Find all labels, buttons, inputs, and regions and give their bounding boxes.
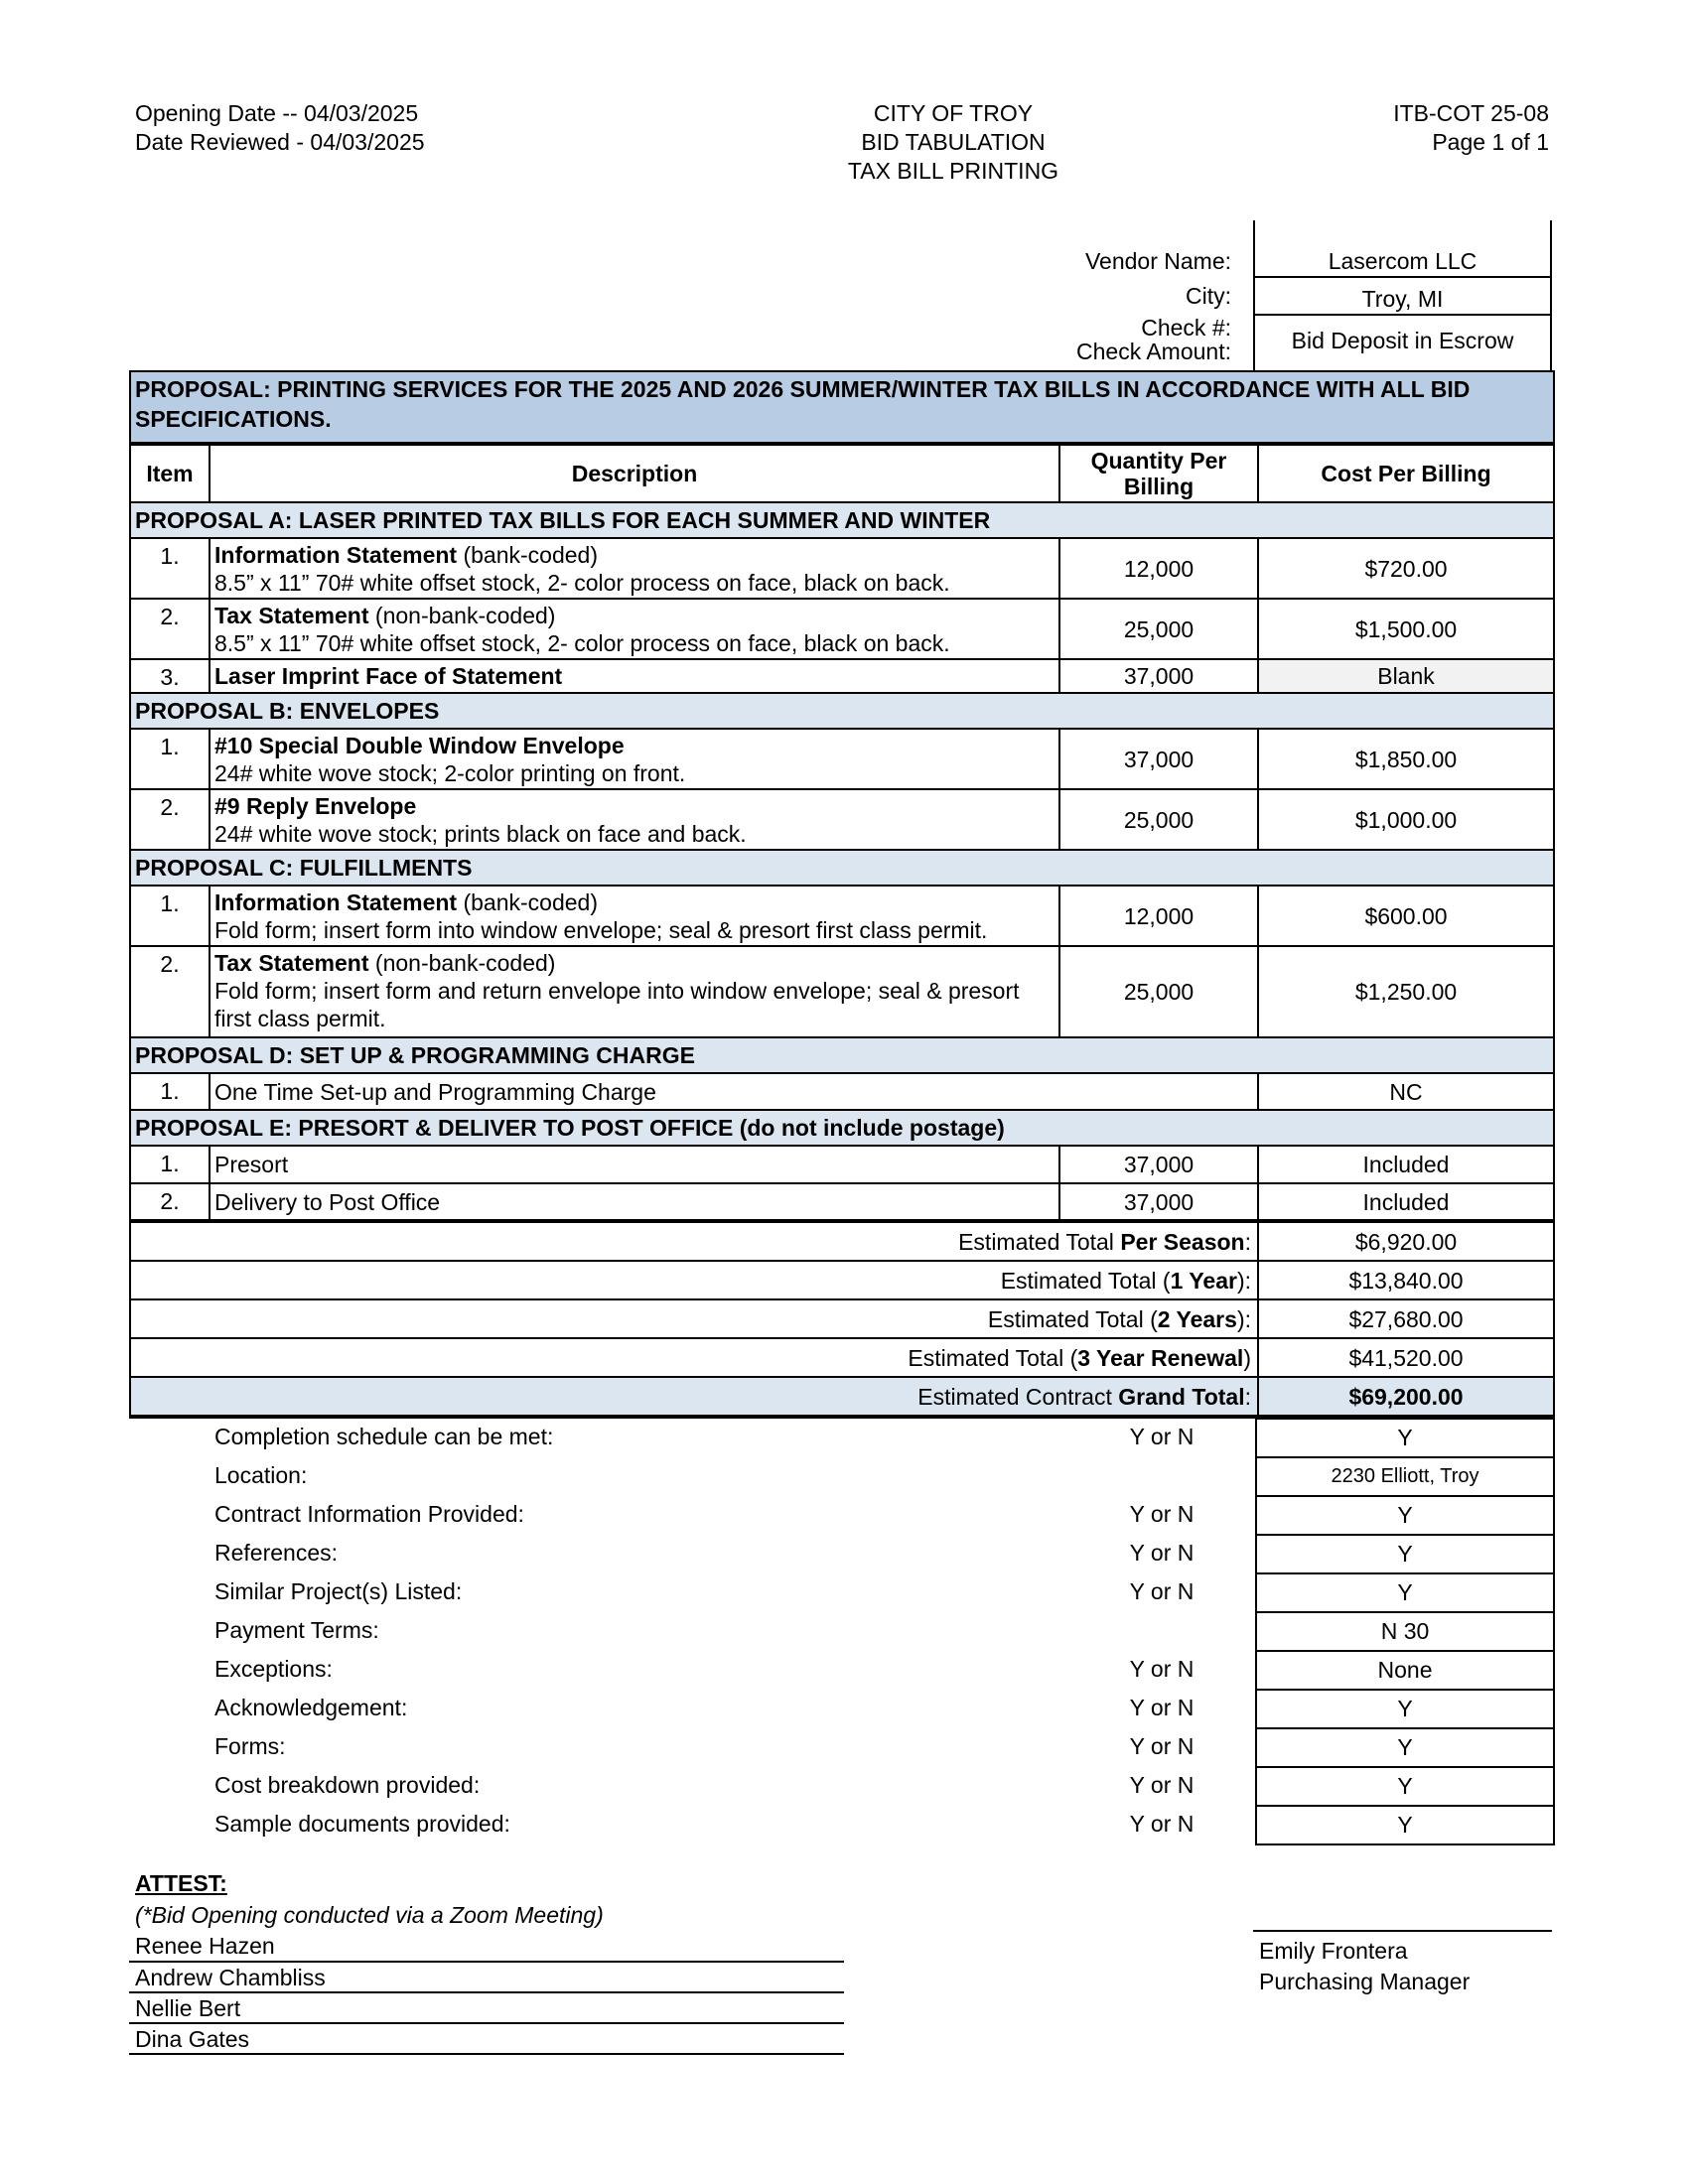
item-cost: $1,250.00 <box>1258 946 1554 1037</box>
city-name: CITY OF TROY <box>873 100 1034 126</box>
vendor-check-labels <box>894 316 1231 363</box>
item-number: 2. <box>130 1183 210 1221</box>
total-label <box>130 1261 1258 1299</box>
total-label-text: Estimated Total ( <box>1000 1267 1171 1294</box>
attest-name: Andrew Chambliss <box>129 1963 844 1993</box>
total-label-emphasis: Per Season <box>1120 1228 1245 1255</box>
table-row <box>130 789 1554 850</box>
item-cost: $1,000.00 <box>1258 789 1554 850</box>
total-row <box>130 1261 1554 1299</box>
evaluation-yn: Y or N <box>1129 1501 1195 1527</box>
total-value: $6,920.00 <box>1258 1221 1554 1261</box>
evaluation-value: N 30 <box>1255 1611 1555 1652</box>
item-cost: $600.00 <box>1258 886 1554 946</box>
item-qualifier: (bank-coded) <box>457 889 598 915</box>
total-label-text: Estimated Total <box>958 1228 1121 1255</box>
item-description <box>210 599 1059 659</box>
item-qualifier: (non-bank-coded) <box>368 603 556 628</box>
attest-name: Dina Gates <box>129 2024 844 2055</box>
item-quantity: 12,000 <box>1059 538 1258 599</box>
evaluation-value: Y <box>1255 1572 1555 1613</box>
total-label-suffix: : <box>1244 1383 1251 1410</box>
evaluation-yn: Y or N <box>1129 1772 1195 1798</box>
item-cost: $720.00 <box>1258 538 1554 599</box>
column-headers <box>130 444 1554 502</box>
evaluation-yn: Y or N <box>1129 1578 1195 1604</box>
total-label <box>130 1299 1258 1338</box>
attest-name: Nellie Bert <box>129 1993 844 2024</box>
section-header <box>130 502 1554 538</box>
item-quantity: 25,000 <box>1059 789 1258 850</box>
table-row <box>130 946 1554 1037</box>
total-value: $27,680.00 <box>1258 1299 1554 1338</box>
vendor-divider <box>1253 276 1552 278</box>
evaluation-label: Acknowledgement: <box>214 1695 408 1720</box>
evaluation-label: Exceptions: <box>214 1656 333 1682</box>
vendor-name-label: Vendor Name: <box>1084 248 1231 274</box>
section-title: PROPOSAL C: FULFILLMENTS <box>130 850 1554 886</box>
evaluation-row <box>0 1689 1688 1727</box>
evaluation-label: Contract Information Provided: <box>214 1501 524 1527</box>
grand-total-value: $69,200.00 <box>1258 1377 1554 1417</box>
total-label-suffix: ): <box>1236 1267 1251 1294</box>
table-row <box>130 599 1554 659</box>
item-name: #10 Special Double Window Envelope <box>214 733 625 758</box>
item-cost: NC <box>1258 1073 1554 1110</box>
section-title: PROPOSAL E: PRESORT & DELIVER TO POST OFFICE (do not include postage) <box>130 1110 1554 1146</box>
signature-line <box>1253 1930 1552 1932</box>
evaluation-value: 2230 Elliott, Troy <box>1255 1456 1555 1497</box>
total-label-text: Estimated Total ( <box>908 1344 1078 1371</box>
item-number: 2. <box>130 599 210 659</box>
total-value: $41,520.00 <box>1258 1338 1554 1377</box>
evaluation-row <box>0 1805 1688 1843</box>
vendor-name: Lasercom LLC <box>1328 248 1477 274</box>
signature-block <box>1259 1936 1470 1997</box>
item-detail: 8.5” x 11” 70# white offset stock, 2- color process on face, black on back. <box>214 630 950 656</box>
grand-total-row <box>130 1377 1554 1417</box>
total-label-emphasis: 1 Year <box>1170 1267 1237 1294</box>
table-row <box>130 538 1554 599</box>
total-label <box>130 1377 1258 1417</box>
evaluation-label: References: <box>214 1540 339 1566</box>
date-reviewed: Date Reviewed - 04/03/2025 <box>135 129 425 155</box>
item-number: 3. <box>130 659 210 693</box>
vendor-city: Troy, MI <box>1361 286 1444 312</box>
total-row <box>130 1299 1554 1338</box>
signer-name: Emily Frontera <box>1259 1938 1408 1964</box>
item-cost: $1,500.00 <box>1258 599 1554 659</box>
item-quantity: 25,000 <box>1059 599 1258 659</box>
table-row <box>130 1146 1554 1183</box>
item-quantity: 37,000 <box>1059 1183 1258 1221</box>
evaluation-yn: Y or N <box>1129 1695 1195 1720</box>
total-label-suffix: ) <box>1243 1344 1251 1371</box>
evaluation-value: Y <box>1255 1689 1555 1729</box>
vendor-city-label: City: <box>1186 283 1231 309</box>
item-cost: Blank <box>1258 659 1554 693</box>
item-cost: Included <box>1258 1146 1554 1183</box>
item-description <box>210 789 1059 850</box>
section-title: PROPOSAL D: SET UP & PROGRAMMING CHARGE <box>130 1037 1554 1073</box>
evaluation-yn: Y or N <box>1129 1656 1195 1682</box>
signer-title: Purchasing Manager <box>1259 1969 1471 1994</box>
item-name: Information Statement <box>214 542 458 568</box>
attest-name: Renee Hazen <box>129 1932 844 1963</box>
item-cost: $1,850.00 <box>1258 729 1554 789</box>
total-label-suffix: ): <box>1236 1305 1251 1332</box>
item-description: Delivery to Post Office <box>210 1183 1059 1221</box>
item-description <box>210 659 1059 693</box>
section-header <box>130 693 1554 729</box>
item-number: 1. <box>130 729 210 789</box>
total-row <box>130 1338 1554 1377</box>
item-quantity: 37,000 <box>1059 729 1258 789</box>
item-qualifier: (non-bank-coded) <box>368 950 556 976</box>
item-description <box>210 729 1059 789</box>
evaluation-row <box>0 1611 1688 1650</box>
item-quantity: 25,000 <box>1059 946 1258 1037</box>
evaluation-value: Y <box>1255 1418 1555 1458</box>
item-name: Tax Statement <box>214 950 369 976</box>
evaluation-row <box>0 1572 1688 1611</box>
item-number: 1. <box>130 1146 210 1183</box>
item-name: Laser Imprint Face of Statement <box>214 663 563 689</box>
item-description <box>210 886 1059 946</box>
total-row <box>130 1221 1554 1261</box>
item-detail: 24# white wove stock; 2-color printing on front. <box>214 760 686 786</box>
header-left <box>135 99 425 157</box>
itb-number: ITB-COT 25-08 <box>1393 100 1549 126</box>
item-number: 2. <box>130 946 210 1037</box>
header-right <box>1251 99 1549 157</box>
evaluation-row <box>0 1456 1688 1495</box>
proposal-row <box>130 371 1554 444</box>
total-label <box>130 1338 1258 1377</box>
evaluation-row <box>0 1534 1688 1572</box>
attest-title: ATTEST: <box>135 1870 227 1896</box>
item-name: Tax Statement <box>214 603 369 628</box>
item-name: Information Statement <box>214 889 458 915</box>
vendor-check: Bid Deposit in Escrow <box>1291 328 1514 353</box>
item-description <box>210 946 1059 1037</box>
vendor-divider <box>1253 314 1552 316</box>
table-row <box>130 659 1554 693</box>
col-item: Item <box>130 444 210 502</box>
evaluation-label: Location: <box>214 1462 308 1488</box>
table-row <box>130 1183 1554 1221</box>
col-quantity: Quantity Per Billing <box>1059 444 1258 502</box>
table-row <box>130 886 1554 946</box>
attest-note: (*Bid Opening conducted via a Zoom Meeting) <box>135 1902 604 1928</box>
evaluation-checklist <box>0 1418 1688 1854</box>
attest-names <box>129 1932 844 2055</box>
evaluation-label: Forms: <box>214 1733 286 1759</box>
check-amount-label: Check Amount: <box>1076 339 1231 364</box>
evaluation-row <box>0 1650 1688 1689</box>
total-label <box>130 1221 1258 1261</box>
col-cost: Cost Per Billing <box>1258 444 1554 502</box>
col-description: Description <box>210 444 1059 502</box>
item-detail: Fold form; insert form and return envelope into window envelope; seal & presort first class permit. <box>214 978 1020 1031</box>
evaluation-value: None <box>1255 1650 1555 1691</box>
evaluation-row <box>0 1727 1688 1766</box>
bid-table <box>129 370 1555 1419</box>
section-title: PROPOSAL A: LASER PRINTED TAX BILLS FOR EACH SUMMER AND WINTER <box>130 502 1554 538</box>
total-label-suffix: : <box>1244 1228 1251 1255</box>
item-cost: Included <box>1258 1183 1554 1221</box>
evaluation-yn: Y or N <box>1129 1733 1195 1759</box>
item-detail: 24# white wove stock; prints black on face and back. <box>214 821 747 847</box>
item-description <box>210 538 1059 599</box>
table-row <box>130 1073 1554 1110</box>
document-type: BID TABULATION <box>861 129 1046 155</box>
total-label-text: Estimated Total ( <box>987 1305 1158 1332</box>
total-label-text: Estimated Contract <box>917 1383 1119 1410</box>
evaluation-yn: Y or N <box>1129 1424 1195 1449</box>
evaluation-row <box>0 1418 1688 1456</box>
evaluation-row <box>0 1495 1688 1534</box>
evaluation-value: Y <box>1255 1727 1555 1768</box>
evaluation-label: Cost breakdown provided: <box>214 1772 481 1798</box>
item-number: 1. <box>130 886 210 946</box>
item-qualifier: (bank-coded) <box>457 542 598 568</box>
table-row <box>130 729 1554 789</box>
evaluation-value: Y <box>1255 1534 1555 1574</box>
item-quantity: 12,000 <box>1059 886 1258 946</box>
evaluation-value: Y <box>1255 1495 1555 1536</box>
evaluation-yn: Y or N <box>1129 1540 1195 1566</box>
evaluation-label: Payment Terms: <box>214 1617 379 1643</box>
item-number: 2. <box>130 789 210 850</box>
item-detail: Fold form; insert form into window envelope; seal & presort first class permit. <box>214 917 988 943</box>
total-value: $13,840.00 <box>1258 1261 1554 1299</box>
evaluation-value: Y <box>1255 1766 1555 1807</box>
proposal-text: PROPOSAL: PRINTING SERVICES FOR THE 2025 AND 2026 SUMMER/WINTER TAX BILLS IN ACCORDANCE WITH ALL BID SPECIFICATIONS. <box>130 371 1554 444</box>
item-name: #9 Reply Envelope <box>214 793 417 819</box>
item-detail: 8.5” x 11” 70# white offset stock, 2- color process on face, black on back. <box>214 570 950 596</box>
section-header <box>130 850 1554 886</box>
evaluation-label: Similar Project(s) Listed: <box>214 1578 463 1604</box>
item-number: 1. <box>130 1073 210 1110</box>
header-center <box>695 99 1211 186</box>
evaluation-label: Completion schedule can be met: <box>214 1424 554 1449</box>
item-quantity: 37,000 <box>1059 1146 1258 1183</box>
item-number: 1. <box>130 538 210 599</box>
page-number: Page 1 of 1 <box>1432 129 1549 155</box>
opening-date: Opening Date -- 04/03/2025 <box>135 100 419 126</box>
evaluation-label: Sample documents provided: <box>214 1811 510 1837</box>
evaluation-value: Y <box>1255 1805 1555 1845</box>
total-label-emphasis: 3 Year Renewal <box>1077 1344 1244 1371</box>
evaluation-yn: Y or N <box>1129 1811 1195 1837</box>
evaluation-row <box>0 1766 1688 1805</box>
item-description: Presort <box>210 1146 1059 1183</box>
section-header <box>130 1110 1554 1146</box>
item-quantity: 37,000 <box>1059 659 1258 693</box>
document-subject: TAX BILL PRINTING <box>847 158 1059 184</box>
check-number-label: Check #: <box>1141 315 1231 341</box>
vendor-border-right <box>1550 220 1552 370</box>
section-header <box>130 1037 1554 1073</box>
item-description: One Time Set-up and Programming Charge <box>210 1073 1258 1110</box>
section-title: PROPOSAL B: ENVELOPES <box>130 693 1554 729</box>
total-label-emphasis: Grand Total <box>1118 1383 1245 1410</box>
total-label-emphasis: 2 Years <box>1157 1305 1237 1332</box>
